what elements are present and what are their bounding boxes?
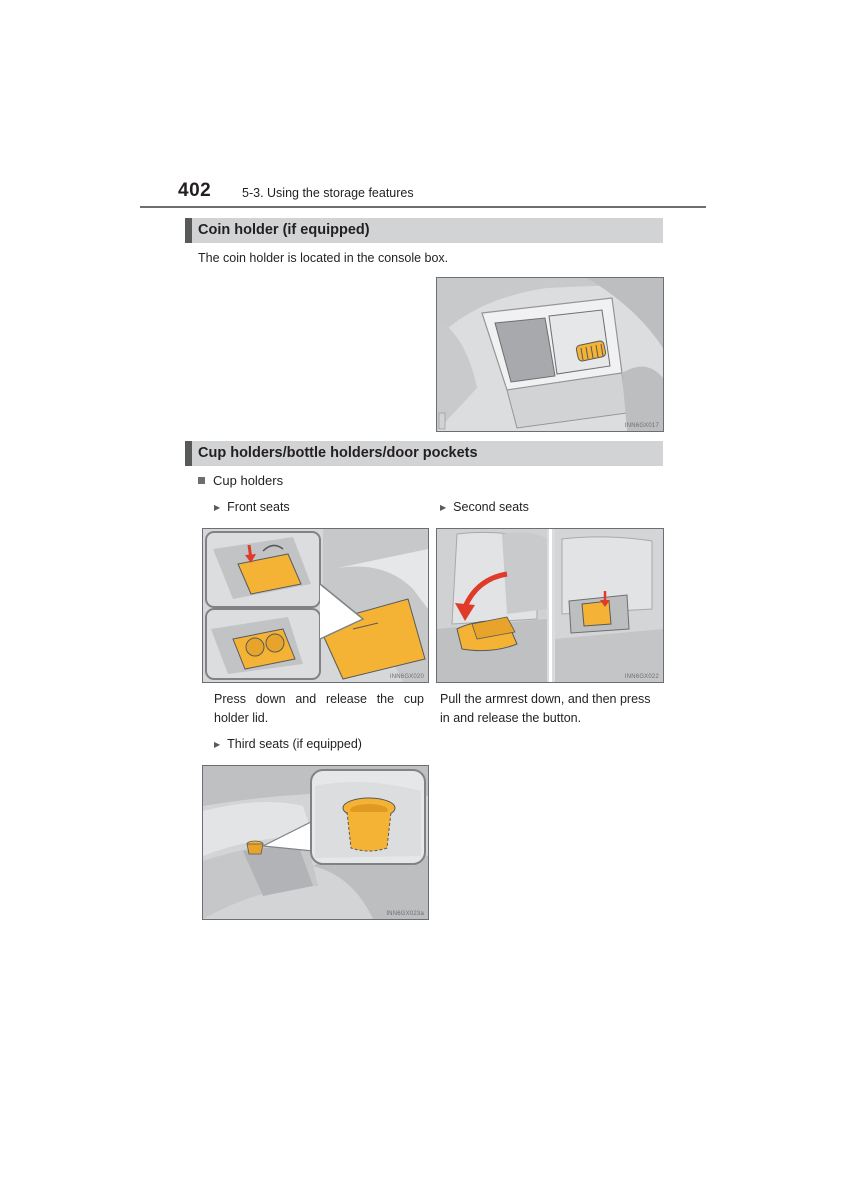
subheading-cup-holders — [198, 473, 283, 488]
second-seats-illustration — [436, 528, 664, 683]
caption-front-seats — [214, 690, 424, 728]
figure-code: INN6GX022 — [624, 674, 659, 680]
triangle-bullet-icon: ▶ — [214, 740, 221, 749]
subheading-label: Cup holders — [213, 473, 284, 488]
caption-second-line-1: Pull the armrest down, and then press — [440, 692, 651, 706]
second-seats-label: Second seats — [453, 500, 529, 514]
third-seats-illustration — [202, 765, 429, 920]
figure-code: INN6GX020 — [389, 674, 424, 680]
front-seats-illustration — [202, 528, 429, 683]
figure-code: INN6GX023a — [386, 911, 424, 917]
label-front-seats — [214, 498, 290, 517]
third-seats-label: Third seats (if equipped) — [227, 737, 362, 751]
coin-holder-text: The coin holder is located in the console box. — [198, 251, 449, 265]
breadcrumb: 5-3. Using the storage features — [242, 186, 414, 200]
caption-front-line-2: holder lid. — [214, 711, 269, 725]
label-third-seats — [214, 735, 362, 754]
caption-second-line-2: in and release the button. — [440, 711, 582, 725]
front-seats-label: Front seats — [227, 500, 290, 514]
label-second-seats — [440, 498, 529, 517]
triangle-bullet-icon: ▶ — [440, 503, 447, 512]
page-number: 402 — [178, 180, 212, 201]
caption-second-seats — [440, 690, 662, 728]
section-title-coin-holder: Coin holder (if equipped) — [185, 218, 663, 243]
caption-front-line-1: Press down and release the cup — [214, 692, 424, 706]
square-bullet-icon — [198, 477, 205, 484]
section-title-cup-holders: Cup holders/bottle holders/door pockets — [185, 441, 663, 466]
triangle-bullet-icon: ▶ — [214, 503, 221, 512]
figure-code: INN6GX017 — [624, 423, 659, 429]
coin-holder-illustration — [436, 277, 664, 432]
header-divider — [140, 206, 706, 208]
